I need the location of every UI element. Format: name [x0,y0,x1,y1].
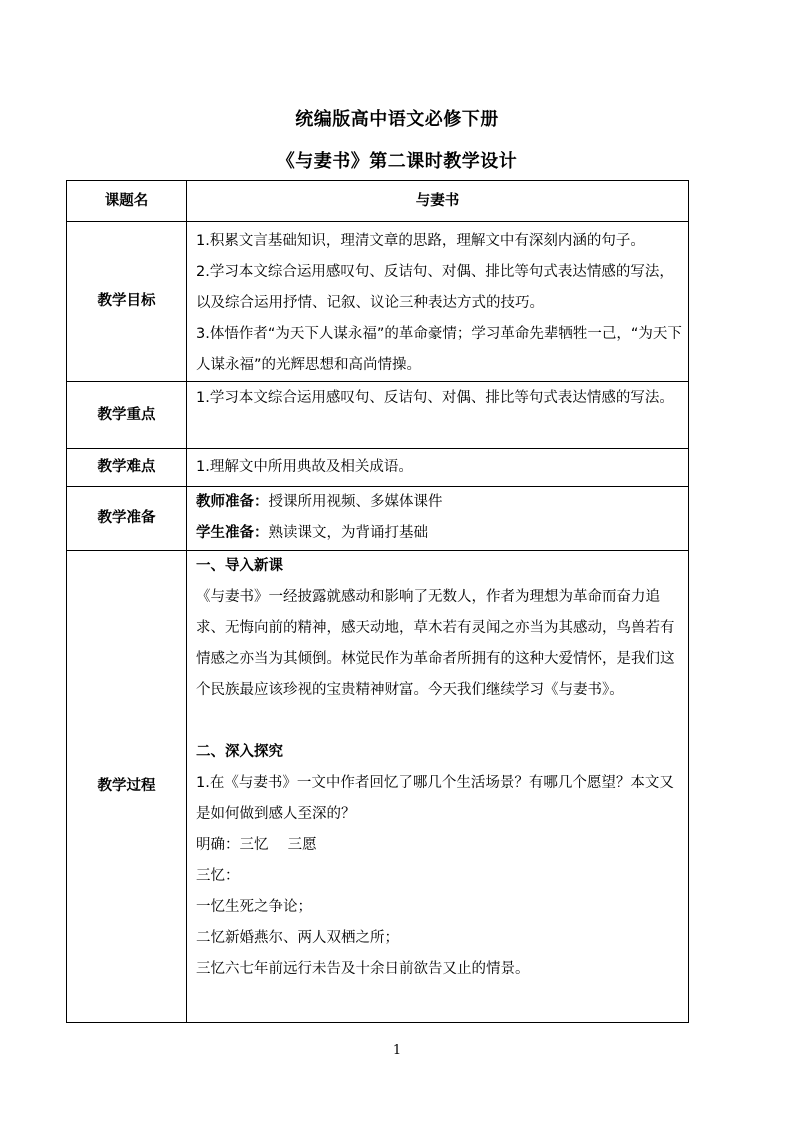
student-prep-label: 学生准备： [196,525,269,541]
teacher-prep-label: 教师准备： [196,494,269,510]
goal-item: 2.学习本文综合运用感叹句、反诘句、对偶、排比等句式表达情感的写法，以及综合运用抒情、记叙、议论三种表达方式的技巧。 [196,264,674,311]
teacher-prep-text: 授课所用视频、多媒体课件 [268,494,443,510]
difficulty-content [187,449,689,487]
memories-label: 三忆： [196,868,240,884]
focus-item: 1.学习本文综合运用感叹句、反诘句、对偶、排比等句式表达情感的写法。 [196,390,674,406]
table-row-difficulty [67,449,689,487]
goals-label: 教学目标 [67,222,187,382]
document-title-line1: 统编版高中语文必修下册 [295,109,499,130]
topic-value: 与妻书 [187,181,689,222]
answer-label: 明确：三忆 三愿 [196,837,317,853]
question-1: 1.在《与妻书》一文中作者回忆了哪几个生活场景？有哪几个愿望？本文又是如何做到感人至深的？ [196,775,674,822]
table-row-goals [67,222,689,382]
table-row-focus [67,382,689,449]
prep-content [187,487,689,551]
memory-item: 三忆六七年前远行未告及十余日前欲告又止的情景。 [196,961,530,977]
teacher-prep [196,487,682,518]
goal-item: 1.积累文言基础知识，理清文章的思路，理解文中有深刻内涵的句子。 [196,233,645,249]
focus-label: 教学重点 [67,382,187,449]
memory-item: 二忆新婚燕尔、两人双栖之所； [196,930,399,946]
process-label: 教学过程 [67,551,187,1023]
page-number: 1 [392,1043,402,1058]
focus-content [187,382,689,449]
table-row-topic [67,181,689,222]
goals-content [187,222,689,382]
table-row-process [67,551,689,1023]
student-prep-text: 熟读课文，为背诵打基础 [268,525,428,541]
difficulty-item: 1.理解文中所用典故及相关成语。 [196,459,413,475]
section2-heading: 二、深入探究 [196,744,283,760]
document-title-line2: 《与妻书》第二课时教学设计 [276,151,518,172]
student-prep [196,518,682,549]
goal-item: 3.体悟作者“为天下人谋永福”的革命豪情；学习革命先辈牺牲一己，“为天下人谋永福”的光辉思想和高尚情操。 [196,326,682,373]
section1-heading: 一、导入新课 [196,558,283,574]
process-content [187,551,689,1023]
table-row-prep [67,487,689,551]
lesson-plan-table [66,180,689,1023]
difficulty-label: 教学难点 [67,449,187,487]
section1-paragraph: 《与妻书》一经披露就感动和影响了无数人，作者为理想为革命而奋力追求、无悔向前的精神，感天动地，草木若有灵闻之亦当为其感动，鸟兽若有情感之亦当为其倾倒。林觉民作为革命者所拥有的这种大爱情怀，是我们这个民族最应该珍视的宝贵精神财富。今天我们继续学习《与妻书》。 [196,589,675,698]
memory-item: 一忆生死之争论； [196,899,312,915]
prep-label: 教学准备 [67,487,187,551]
topic-label: 课题名 [67,181,187,222]
paragraph-gap [196,706,682,737]
